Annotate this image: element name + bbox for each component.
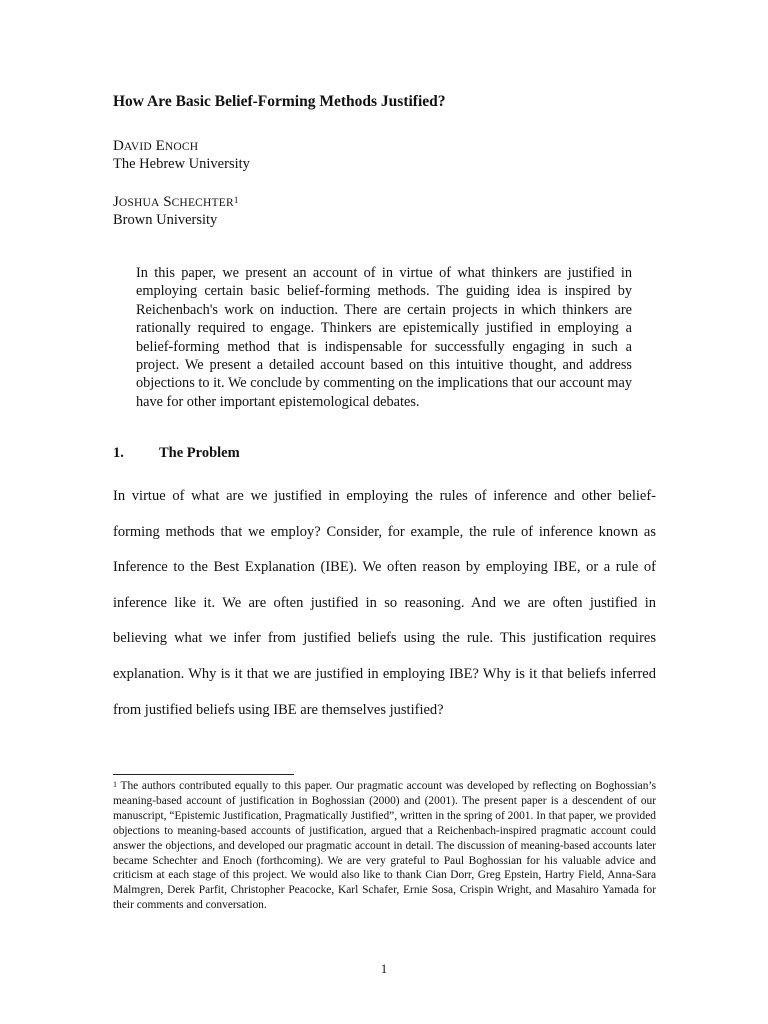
author-2-last-initial: S	[163, 194, 172, 210]
section-title: The Problem	[159, 445, 240, 461]
footnote-text: The authors contributed equally to this paper. Our pragmatic account was developed by reflecting on Boghossian’s meaning-based account of justification in Boghossian (2000) and (2001). The present paper is a descendent of our manuscript, “Epistemic Justification, Pragmatically Justified”, written in the spring of 2001. In that paper, we provided objections to meaning-based accounts of justification, argued that a Reichenbach-inspired pragmatic account could answer the objections, and developed our pragmatic account in detail. The discussion of meaning-based accounts later became Schechter and Enoch (forthcoming). We are very grateful to Paul Boghossian for his valuable advice and criticism at each stage of this project. We would also like to thank Cian Dorr, Greg Epstein, Hartry Field, Anna-Sara Malmgren, Derek Parfit, Christopher Peacocke, Karl Schafer, Ernie Sosa, Crispin Wright, and Masahiro Yamada for their comments and conversation.	[113, 780, 656, 912]
footnote-separator	[113, 774, 294, 775]
author-1-last-rest: NOCH	[164, 141, 199, 153]
footnote	[113, 779, 656, 913]
author-name-2	[113, 193, 238, 212]
body-paragraph: In virtue of what are we justified in employing the rules of inference and other belief-forming methods that we employ? Consider, for example, the rule of inference known as Inference to the Best Explanation (IBE). We often reason by employing IBE, or a rule of inference like it. We are often justified in so reasoning. And we are often justified in believing what we infer from justified beliefs using the rule. This justification requires explanation. Why is it that we are justified in employing IBE? Why is it that beliefs inferred from justified beliefs using IBE are themselves justified?	[113, 488, 656, 718]
author-2-affiliation: Brown University	[113, 212, 218, 228]
author-2-footnote-mark: 1	[233, 195, 239, 205]
paper-title: How Are Basic Belief-Forming Methods Justified?	[113, 93, 446, 110]
author-2-last-rest: CHECHTER	[171, 197, 234, 209]
author-2-first-initial: J	[113, 194, 119, 210]
author-name-1	[113, 137, 198, 156]
section-heading	[113, 445, 240, 462]
footnote-mark: 1	[113, 780, 117, 789]
section-number: 1.	[113, 445, 124, 461]
abstract: In this paper, we present an account of in virtue of what thinkers are justified in employing certain basic belief-forming methods. The guiding idea is inspired by Reichenbach's work on induction. There are certain projects in which thinkers are rationally required to engage. Thinkers are epistemically justified in employing a belief-forming method that is indispensable for successfully engaging in such a project. We present a detailed account based on this intuitive thought, and address objections to it. We conclude by commenting on the implications that our account may have for other important epistemological debates.	[136, 265, 632, 410]
author-1-last-initial: E	[155, 138, 165, 154]
author-2-first-rest: OSHUA	[118, 197, 160, 209]
author-1-first-rest: AVID	[123, 141, 152, 153]
page-number: 1	[380, 962, 388, 976]
author-1-first-initial: D	[113, 138, 124, 154]
author-1-affiliation: The Hebrew University	[113, 156, 250, 172]
